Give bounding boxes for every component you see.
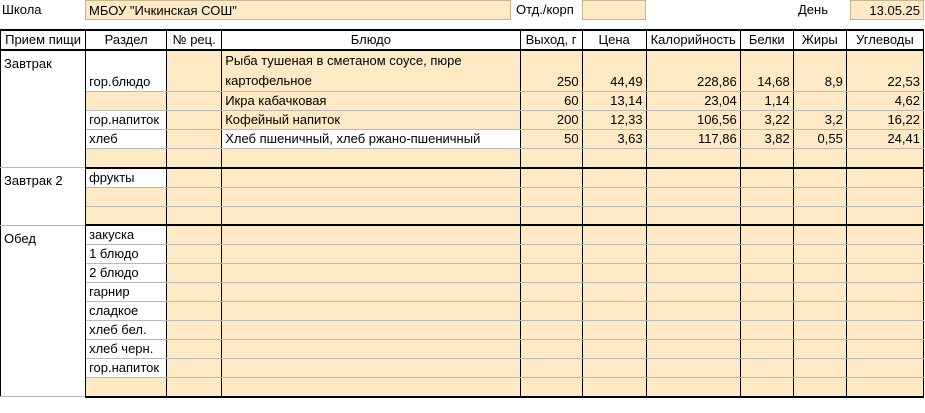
cell-section[interactable] — [86, 92, 167, 111]
header-row — [1, 30, 924, 50]
cell-kcal[interactable]: 228,86 — [646, 50, 740, 92]
cell-price[interactable]: 44,49 — [582, 50, 646, 92]
cell-kcal[interactable] — [646, 283, 740, 302]
cell-section[interactable]: хлеб черн. — [86, 340, 167, 359]
cell-protein[interactable] — [740, 168, 793, 188]
cell-recipe[interactable] — [167, 111, 222, 130]
cell-section[interactable] — [86, 149, 167, 168]
col-header-protein[interactable]: Белки — [740, 30, 793, 50]
cell-price[interactable] — [582, 168, 646, 188]
cell-price[interactable] — [582, 264, 646, 283]
table-row — [1, 264, 924, 283]
table-row — [1, 283, 924, 302]
cell-protein[interactable]: 3,82 — [740, 130, 793, 149]
cell-carbs[interactable] — [846, 283, 923, 302]
cell-kcal[interactable] — [646, 187, 740, 206]
cell-carbs[interactable] — [846, 302, 923, 321]
cell-recipe[interactable] — [167, 378, 222, 397]
cell-fat[interactable] — [793, 340, 846, 359]
cell-fat[interactable] — [793, 283, 846, 302]
cell-carbs[interactable]: 24,41 — [846, 130, 923, 149]
col-header-output[interactable]: Выход, г — [520, 30, 582, 50]
cell-kcal[interactable] — [646, 225, 740, 245]
cell-price[interactable] — [582, 245, 646, 264]
cell-protein[interactable] — [740, 321, 793, 340]
table-row — [1, 302, 924, 321]
cell-section[interactable]: хлеб бел. — [86, 321, 167, 340]
cell-price[interactable]: 13,14 — [582, 92, 646, 111]
cell-fat[interactable]: 8,9 — [793, 50, 846, 92]
cell-protein[interactable] — [740, 187, 793, 206]
cell-dish[interactable]: Кофейный напиток — [222, 111, 520, 130]
cell-kcal[interactable] — [646, 149, 740, 168]
cell-carbs[interactable] — [846, 149, 923, 168]
cell-kcal[interactable]: 106,56 — [646, 111, 740, 130]
cell-price[interactable] — [582, 187, 646, 206]
cell-section[interactable]: гор.напиток — [86, 359, 167, 378]
school-field[interactable]: МБОУ "Ичкинская СОШ" — [85, 0, 511, 20]
cell-output[interactable] — [520, 321, 582, 340]
cell-fat[interactable] — [793, 168, 846, 188]
cell-kcal[interactable] — [646, 206, 740, 225]
cell-protein[interactable] — [740, 359, 793, 378]
cell-protein[interactable] — [740, 245, 793, 264]
table-row — [1, 92, 924, 111]
cell-protein[interactable]: 1,14 — [740, 92, 793, 111]
col-header-carbs[interactable]: Углеводы — [846, 30, 923, 50]
cell-section[interactable]: сладкое — [86, 302, 167, 321]
table-row — [1, 340, 924, 359]
cell-dish[interactable]: Икра кабачковая — [222, 92, 520, 111]
cell-output[interactable] — [520, 245, 582, 264]
cell-recipe[interactable] — [167, 340, 222, 359]
cell-carbs[interactable] — [846, 245, 923, 264]
cell-price[interactable] — [582, 321, 646, 340]
col-header-section[interactable]: Раздел — [86, 30, 167, 50]
col-header-kcal[interactable]: Калорийность — [646, 30, 740, 50]
meal-cell-breakfast[interactable]: Завтрак — [1, 50, 86, 168]
cell-dish[interactable]: Хлеб пшеничный, хлеб ржано-пшеничный — [222, 130, 520, 149]
cell-carbs[interactable] — [846, 225, 923, 245]
cell-protein[interactable] — [740, 264, 793, 283]
cell-output[interactable] — [520, 168, 582, 188]
col-header-fat[interactable]: Жиры — [793, 30, 846, 50]
cell-dish[interactable] — [222, 206, 520, 225]
cell-kcal[interactable] — [646, 168, 740, 188]
cell-fat[interactable] — [793, 206, 846, 225]
cell-price[interactable] — [582, 206, 646, 225]
cell-recipe[interactable] — [167, 359, 222, 378]
cell-carbs[interactable] — [846, 321, 923, 340]
col-header-meal[interactable]: Прием пищи — [1, 30, 86, 50]
cell-kcal[interactable] — [646, 359, 740, 378]
cell-kcal[interactable] — [646, 340, 740, 359]
cell-kcal[interactable]: 117,86 — [646, 130, 740, 149]
cell-protein[interactable]: 3,22 — [740, 111, 793, 130]
cell-price[interactable] — [582, 378, 646, 397]
cell-section[interactable]: 1 блюдо — [86, 245, 167, 264]
cell-kcal[interactable] — [646, 378, 740, 397]
table-row — [1, 359, 924, 378]
cell-recipe[interactable] — [167, 206, 222, 225]
cell-output[interactable] — [520, 359, 582, 378]
cell-recipe[interactable] — [167, 283, 222, 302]
cell-output[interactable] — [520, 283, 582, 302]
cell-carbs[interactable] — [846, 340, 923, 359]
cell-output[interactable]: 60 — [520, 92, 582, 111]
cell-dish[interactable] — [222, 302, 520, 321]
table-row — [1, 378, 924, 397]
cell-section[interactable]: 2 блюдо — [86, 264, 167, 283]
cell-recipe[interactable] — [167, 168, 222, 188]
cell-recipe[interactable] — [167, 92, 222, 111]
col-header-dish[interactable]: Блюдо — [222, 30, 520, 50]
meal-cell-lunch[interactable]: Обед — [1, 225, 86, 397]
cell-fat[interactable] — [793, 302, 846, 321]
cell-output[interactable] — [520, 149, 582, 168]
cell-kcal[interactable]: 23,04 — [646, 92, 740, 111]
cell-protein[interactable] — [740, 149, 793, 168]
cell-dish[interactable] — [222, 168, 520, 188]
cell-fat[interactable]: 0,55 — [793, 130, 846, 149]
cell-fat[interactable] — [793, 149, 846, 168]
cell-fat[interactable] — [793, 321, 846, 340]
cell-carbs[interactable] — [846, 378, 923, 397]
cell-section[interactable]: гор.напиток — [86, 111, 167, 130]
cell-fat[interactable] — [793, 378, 846, 397]
table-row — [1, 321, 924, 340]
day-label: День — [798, 2, 828, 17]
cell-dish[interactable] — [222, 340, 520, 359]
cell-protein[interactable] — [740, 340, 793, 359]
cell-price[interactable]: 3,63 — [582, 130, 646, 149]
cell-recipe[interactable] — [167, 187, 222, 206]
table-row — [1, 187, 924, 206]
cell-price[interactable]: 12,33 — [582, 111, 646, 130]
cell-price[interactable] — [582, 225, 646, 245]
cell-protein[interactable] — [740, 206, 793, 225]
cell-recipe[interactable] — [167, 50, 222, 92]
table-row — [1, 206, 924, 225]
cell-recipe[interactable] — [167, 302, 222, 321]
cell-dish[interactable] — [222, 359, 520, 378]
cell-section[interactable] — [86, 187, 167, 206]
cell-output[interactable] — [520, 340, 582, 359]
cell-dish[interactable]: Рыба тушеная в сметаном соусе, пюре картофельное — [222, 50, 520, 92]
cell-carbs[interactable]: 4,62 — [846, 92, 923, 111]
school-label: Школа — [2, 2, 42, 17]
cell-kcal[interactable] — [646, 321, 740, 340]
cell-section[interactable] — [86, 206, 167, 225]
cell-price[interactable] — [582, 149, 646, 168]
cell-recipe[interactable] — [167, 149, 222, 168]
cell-output[interactable] — [520, 264, 582, 283]
cell-recipe[interactable] — [167, 264, 222, 283]
cell-dish[interactable] — [222, 245, 520, 264]
cell-dish[interactable] — [222, 187, 520, 206]
cell-fat[interactable] — [793, 187, 846, 206]
cell-dish[interactable] — [222, 283, 520, 302]
table-row — [1, 130, 924, 149]
cell-fat[interactable] — [793, 225, 846, 245]
cell-recipe[interactable] — [167, 321, 222, 340]
cell-dish[interactable] — [222, 378, 520, 397]
cell-fat[interactable] — [793, 264, 846, 283]
cell-carbs[interactable] — [846, 206, 923, 225]
cell-fat[interactable] — [793, 92, 846, 111]
menu-table — [0, 29, 924, 398]
cell-price[interactable] — [582, 340, 646, 359]
cell-recipe[interactable] — [167, 245, 222, 264]
cell-carbs[interactable]: 16,22 — [846, 111, 923, 130]
dept-field[interactable] — [582, 0, 646, 20]
cell-protein[interactable] — [740, 378, 793, 397]
cell-protein[interactable] — [740, 302, 793, 321]
cell-output[interactable] — [520, 302, 582, 321]
cell-carbs[interactable] — [846, 264, 923, 283]
cell-carbs[interactable] — [846, 187, 923, 206]
cell-kcal[interactable] — [646, 245, 740, 264]
cell-dish[interactable] — [222, 225, 520, 245]
cell-price[interactable] — [582, 359, 646, 378]
dept-label: Отд./корп — [516, 2, 574, 17]
cell-output[interactable] — [520, 378, 582, 397]
cell-section[interactable]: хлеб — [86, 130, 167, 149]
cell-output[interactable] — [520, 225, 582, 245]
col-header-price[interactable]: Цена — [582, 30, 646, 50]
cell-carbs[interactable] — [846, 168, 923, 188]
cell-fat[interactable] — [793, 245, 846, 264]
cell-section[interactable]: закуска — [86, 225, 167, 245]
cell-dish[interactable] — [222, 264, 520, 283]
cell-section[interactable]: гарнир — [86, 283, 167, 302]
cell-fat[interactable] — [793, 359, 846, 378]
day-field[interactable]: 13.05.25 — [850, 0, 924, 20]
cell-carbs[interactable] — [846, 359, 923, 378]
cell-section[interactable] — [86, 378, 167, 397]
table-row — [1, 50, 924, 92]
cell-output[interactable]: 50 — [520, 130, 582, 149]
cell-carbs[interactable]: 22,53 — [846, 50, 923, 92]
cell-protein[interactable] — [740, 283, 793, 302]
cell-output[interactable] — [520, 187, 582, 206]
cell-section[interactable]: фрукты — [86, 168, 167, 188]
cell-section[interactable]: гор.блюдо — [86, 50, 167, 92]
cell-dish[interactable] — [222, 149, 520, 168]
cell-output[interactable] — [520, 206, 582, 225]
table-row — [1, 111, 924, 130]
cell-kcal[interactable] — [646, 302, 740, 321]
cell-recipe[interactable] — [167, 225, 222, 245]
meal-cell-breakfast-2[interactable]: Завтрак 2 — [1, 168, 86, 226]
cell-protein[interactable] — [740, 225, 793, 245]
cell-protein[interactable]: 14,68 — [740, 50, 793, 92]
cell-price[interactable] — [582, 302, 646, 321]
table-row — [1, 245, 924, 264]
table-row — [1, 225, 924, 245]
table-row — [1, 168, 924, 188]
table-row — [1, 149, 924, 168]
cell-fat[interactable]: 3,2 — [793, 111, 846, 130]
cell-output[interactable]: 250 — [520, 50, 582, 92]
cell-dish[interactable] — [222, 321, 520, 340]
col-header-recipe[interactable]: № рец. — [167, 30, 222, 50]
cell-output[interactable]: 200 — [520, 111, 582, 130]
cell-kcal[interactable] — [646, 264, 740, 283]
cell-recipe[interactable] — [167, 130, 222, 149]
cell-price[interactable] — [582, 283, 646, 302]
